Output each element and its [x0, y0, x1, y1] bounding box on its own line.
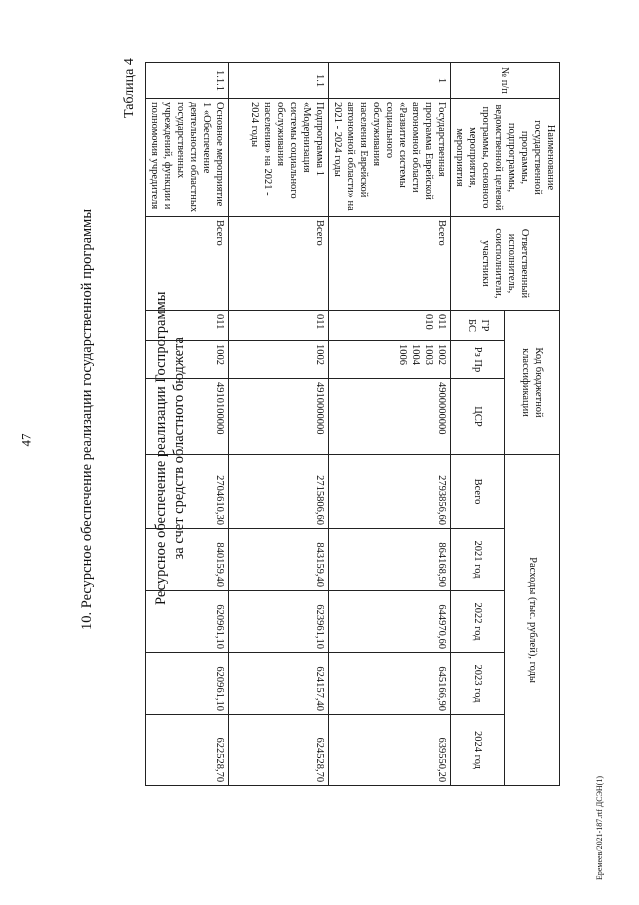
cell-responsible: Всего [229, 217, 329, 311]
cell-2024: 639550,20 [329, 715, 451, 786]
resources-table [145, 62, 560, 786]
header-num: № п/п [451, 63, 560, 99]
cell-num: 1.1.1 [146, 63, 229, 99]
document-footer: Еремеев/2021-187.rtf ДСЭН(1) [595, 776, 604, 880]
cell-2023: 645166,90 [329, 653, 451, 715]
header-total: Всего [451, 455, 506, 529]
cell-total: 2715806,60 [229, 455, 329, 529]
header-budget-code: Код бюджетной классификации [505, 311, 560, 455]
cell-responsible: Всего [329, 217, 451, 311]
page-number: 47 [18, 433, 34, 447]
cell-2021: 864168,90 [329, 529, 451, 591]
table-label: Таблица 4 [122, 58, 137, 118]
header-2024: 2024 год [451, 715, 506, 786]
resources-title-line1: Ресурсное обеспечение реализации Госпрограммы [153, 291, 169, 605]
cell-rzpr: 1002 1003 1004 1006 [329, 341, 451, 379]
cell-responsible: Всего [146, 217, 229, 311]
cell-grbs: 011 010 [329, 311, 451, 341]
header-2021: 2021 год [451, 529, 506, 591]
header-csr: ЦСР [451, 379, 506, 455]
cell-csr: 4900000000 [329, 379, 451, 455]
cell-rzpr: 1002 [146, 341, 229, 379]
section-title-text: 10. Ресурсное обеспечение реализации государственной программы [79, 208, 95, 630]
cell-total: 2793856,60 [329, 455, 451, 529]
cell-name: Государственная программа Еврейской автономной области «Развитие системы социального обслуживания населения Еврейской автономной области» на 2021 - 2024 годы [329, 99, 451, 217]
cell-2022: 644970,60 [329, 591, 451, 653]
cell-name: Подпрограмма 1 «Модернизация системы социального обслуживания населения» на 2021 - 2024 годы [229, 99, 329, 217]
cell-2023: 620961,10 [146, 653, 229, 715]
header-name: Наименование государственной программы, подпрограммы, ведомственной целевой программы, основного мероприятия, мероприятия [451, 99, 560, 217]
cell-2024: 624528,70 [229, 715, 329, 786]
header-2023: 2023 год [451, 653, 506, 715]
table-row [229, 63, 329, 786]
table-row [329, 63, 451, 786]
cell-grbs: 011 [146, 311, 229, 341]
resources-title-line2: за счет средств областного бюджета [171, 337, 187, 560]
cell-2021: 843159,40 [229, 529, 329, 591]
header-rzpr: Рз Пр [451, 341, 506, 379]
cell-num: 1 [329, 63, 451, 99]
cell-name: Основное мероприятие 1 «Обеспечение деятельности областных государственных учреждений, функции и полномочия учредителя [146, 99, 229, 217]
header-grbs: ГР БС [451, 311, 506, 341]
cell-2024: 622528,70 [146, 715, 229, 786]
resources-table-wrapper [145, 62, 560, 785]
cell-total: 2704610,30 [146, 455, 229, 529]
header-expenses: Расходы (тыс. рублей), годы [505, 455, 560, 786]
cell-csr: 4910100000 [146, 379, 229, 455]
table-row [146, 63, 229, 786]
cell-csr: 4910000000 [229, 379, 329, 455]
cell-2021: 840159,40 [146, 529, 229, 591]
cell-num: 1.1 [229, 63, 329, 99]
cell-rzpr: 1002 [229, 341, 329, 379]
cell-grbs: 011 [229, 311, 329, 341]
section-title [78, 209, 96, 630]
cell-2023: 624157,40 [229, 653, 329, 715]
header-2022: 2022 год [451, 591, 506, 653]
cell-2022: 620961,10 [146, 591, 229, 653]
header-responsible: Ответственный исполнитель, соисполнители, участники [451, 217, 560, 311]
cell-2022: 623961,10 [229, 591, 329, 653]
